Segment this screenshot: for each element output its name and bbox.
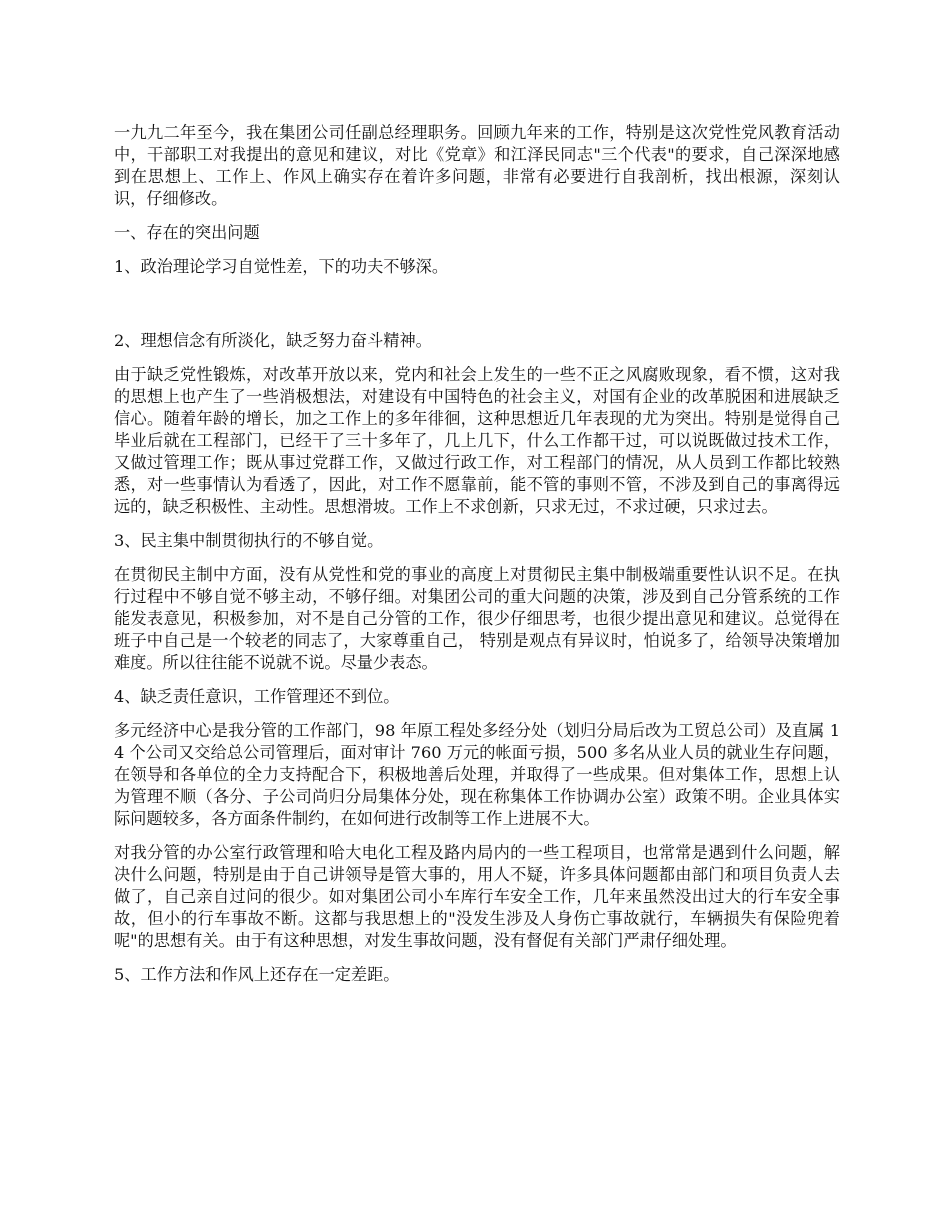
item-heading-5: 5、工作方法和作风上还存在一定差距。 xyxy=(114,965,400,984)
item-4-paragraph-1: 多元经济中心是我分管的工作部门，98 年原工程处多经分处（划归分局后改为工贸总公司）及直属 14 个公司又交给总公司管理后，面对审计 760 万元的帐面亏损，500 多名从业人员的就业生存问题，在领导和各单位的全力支持配合下，积极地善后处理，并取得了一些成果。但对集体工作，思想上认为管理不顺（各分、子公司尚归分局集体分处，现在称集体工作协调办公室）政策不明。企业具体实际问题较多，各方面条件制约，在如何进行改制等工作上进展不大。 xyxy=(114,721,840,828)
item-heading-3: 3、民主集中制贯彻执行的不够自觉。 xyxy=(114,531,384,550)
item-heading-1: 1、政治理论学习自觉性差，下的功夫不够深。 xyxy=(114,257,449,276)
item-2-paragraph: 由于缺乏党性锻炼，对改革开放以来，党内和社会上发生的一些不正之风腐败现象，看不惯，这对我的思想上也产生了一些消极想法，对建设有中国特色的社会主义，对国有企业的改革脱困和进展缺乏信心。随着年龄的增长，加之工作上的多年徘徊，这种思想近几年表现的尤为突出。特别是觉得自己毕业后就在工程部门，已经干了三十多年了，几上几下，什么工作都干过，可以说既做过技术工作，又做过管理工作；既从事过党群工作，又做过行政工作，对工程部门的情况，从人员到工作都比较熟悉，对一些事情认为看透了，因此，对工作不愿靠前，能不管的事则不管，不涉及到自己的事离得远远的，缺乏积极性、主动性。思想滑坡。工作上不求创新，只求无过，不求过硬，只求过去。 xyxy=(114,365,840,516)
blank-space xyxy=(114,290,840,330)
item-heading-2: 2、理想信念有所淡化，缺乏努力奋斗精神。 xyxy=(114,331,432,350)
item-4-paragraph-2: 对我分管的办公室行政管理和哈大电化工程及路内局内的一些工程项目，也常常是遇到什么问题，解决什么问题，特别是由于自己讲领导是管大事的，用人不疑，许多具体问题都由部门和项目负责人去做了，自己亲自过问的很少。如对集团公司小车库行车安全工作，几年来虽然没出过大的行车安全事故，但小的行车事故不断。这都与我思想上的"没发生涉及人身伤亡事故就行，车辆损失有保险兜着呢"的思想有关。由于有这种思想，对发生事故问题，没有督促有关部门严肃仔细处理。 xyxy=(114,843,840,950)
item-3-paragraph: 在贯彻民主制中方面，没有从党性和党的事业的高度上对贯彻民主集中制极端重要性认识不足。在执行过程中不够自觉不够主动，不够仔细。对集团公司的重大问题的决策，涉及到自己分管系统的工作能发表意见，积极参加，对不是自己分管的工作，很少仔细思考，也很少提出意见和建议。总觉得在班子中自己是一个较老的同志了，大家尊重自己， 特别是观点有异议时，怕说多了，给领导决策增加难度。所以往往能不说就不说。尽量少表态。 xyxy=(114,565,840,672)
intro-paragraph: 一九九二年至今，我在集团公司任副总经理职务。回顾九年来的工作，特别是这次党性党风教育活动中，干部职工对我提出的意见和建议，对比《党章》和江泽民同志"三个代表"的要求，自己深深地感到在思想上、工作上、作风上确实存在着许多问题，非常有必要进行自我剖析，找出根源，深刻认识，仔细修改。 xyxy=(114,123,840,208)
section-heading-problems: 一、存在的突出问题 xyxy=(114,223,260,242)
document-page xyxy=(114,122,840,998)
item-heading-4: 4、缺乏责任意识，工作管理还不到位。 xyxy=(114,687,400,706)
